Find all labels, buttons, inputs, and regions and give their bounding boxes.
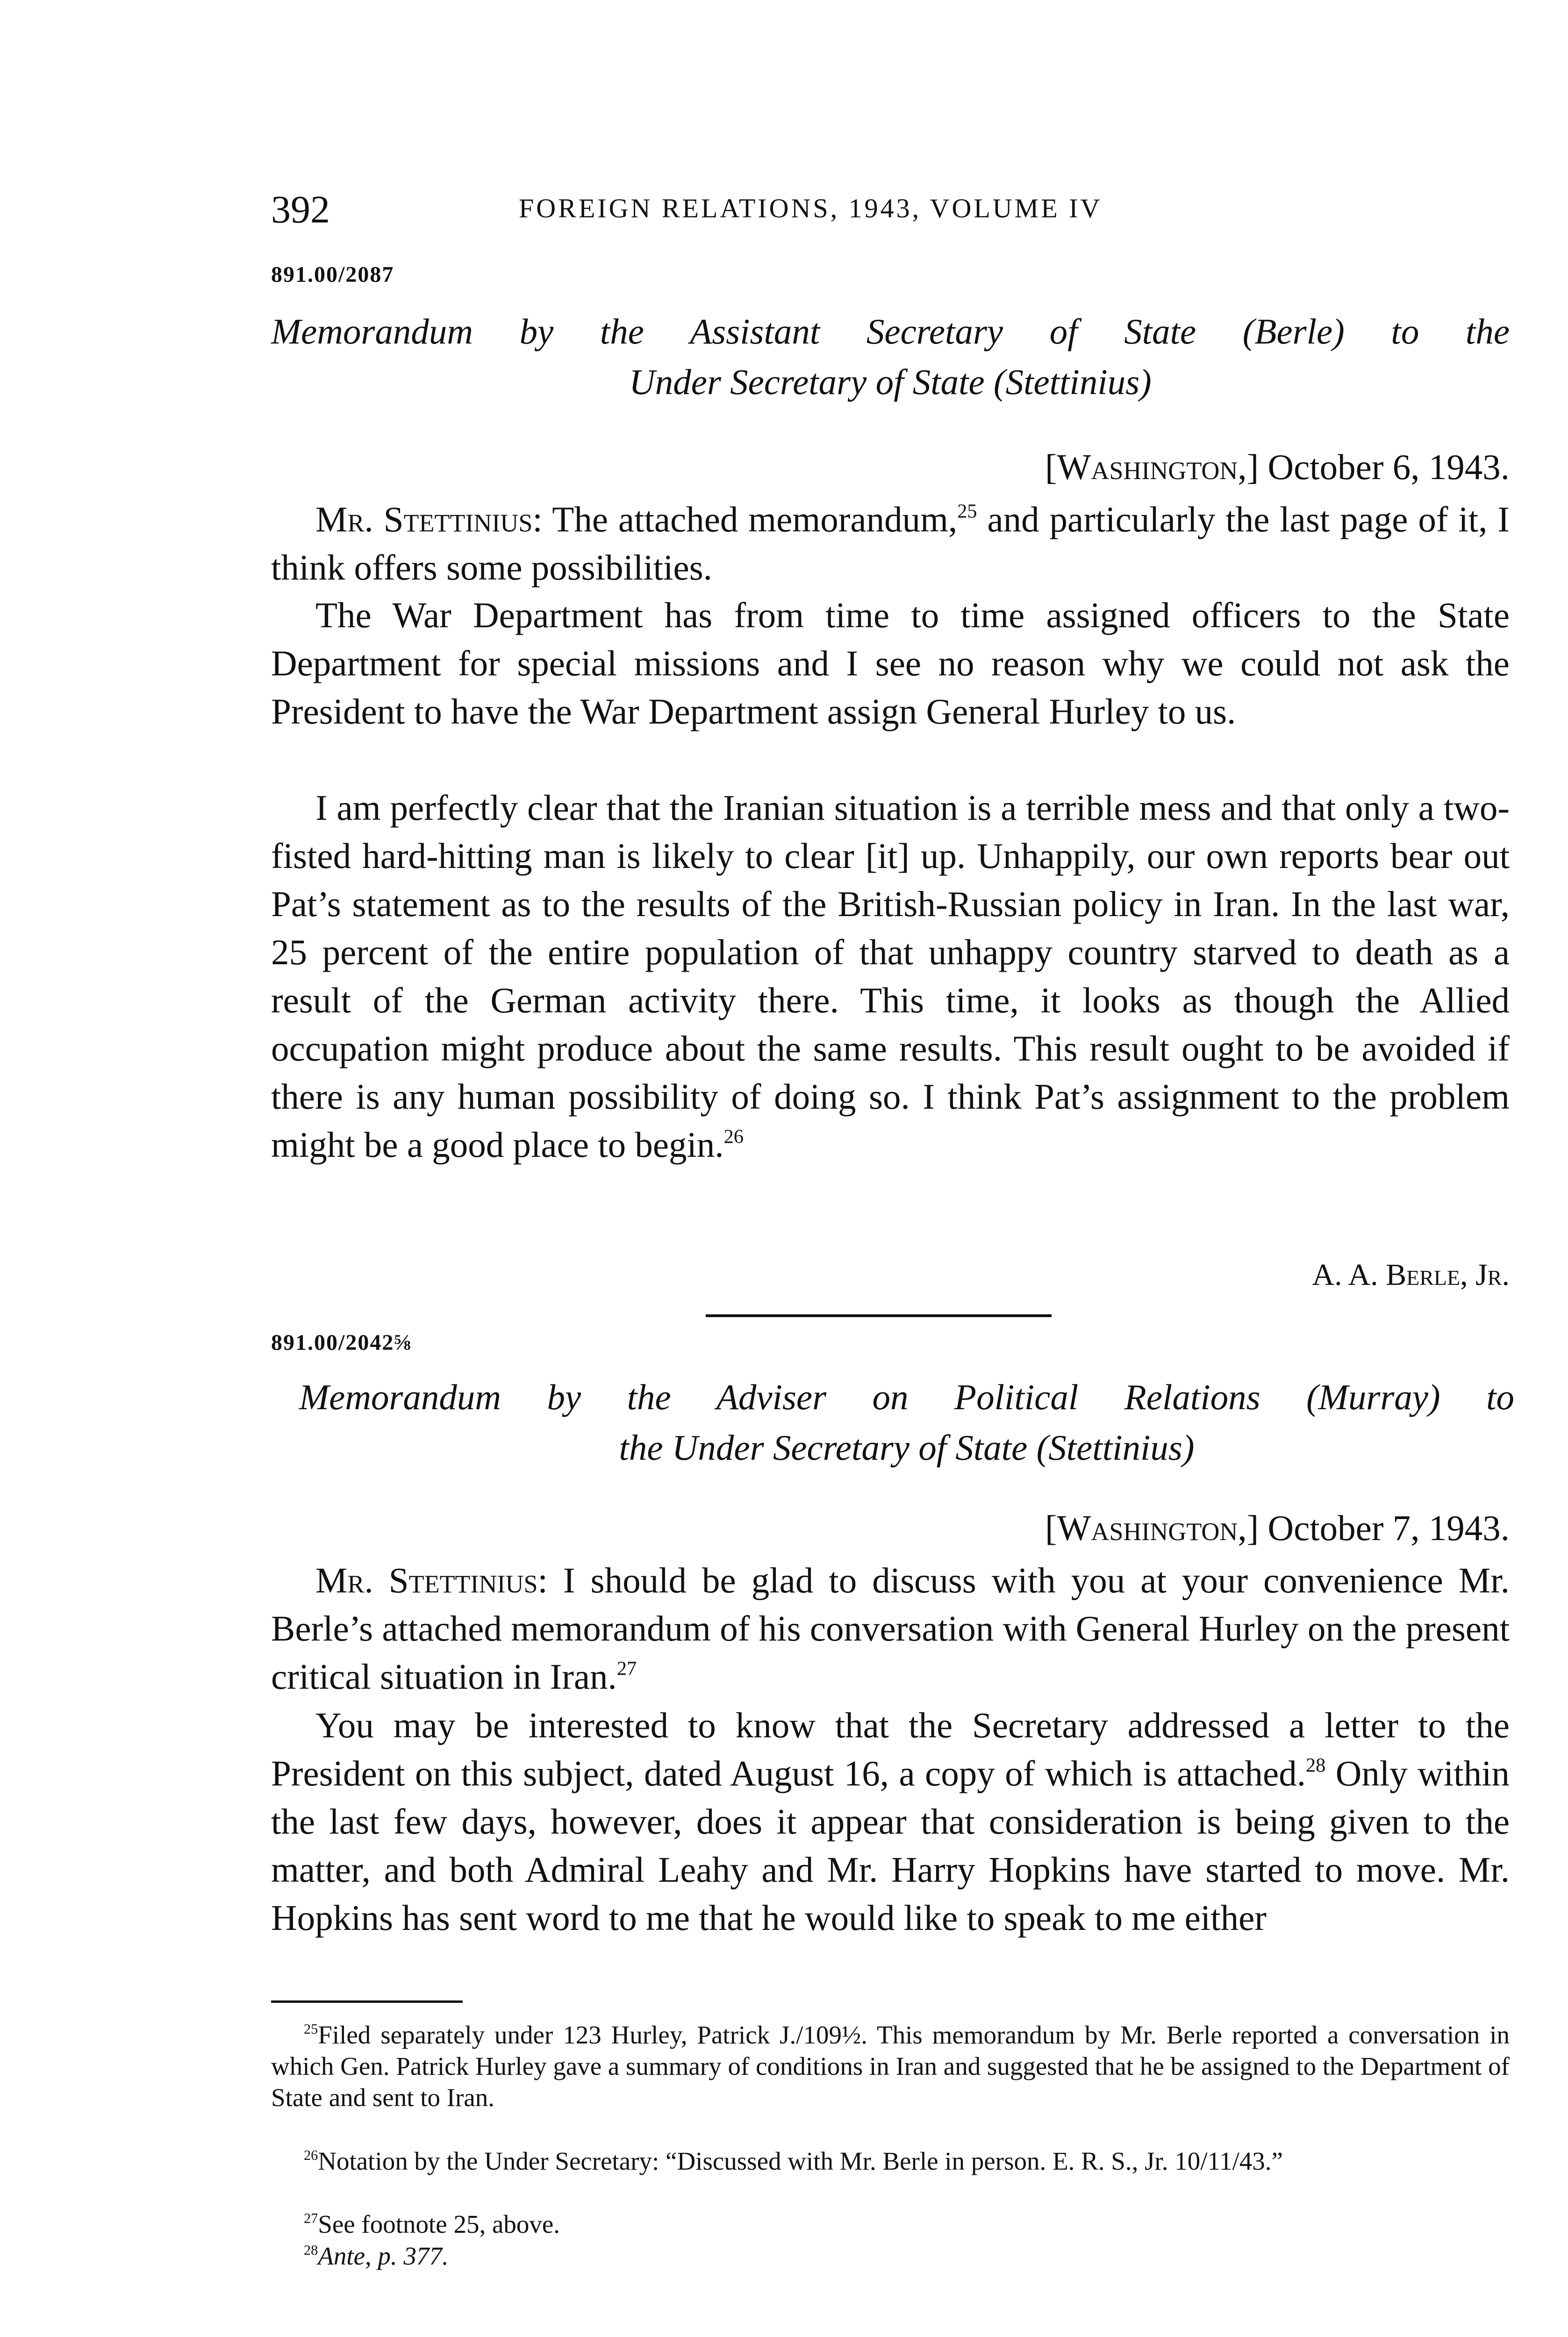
- footnote-27-text: See footnote 25, above.: [318, 2210, 560, 2238]
- doc2-para1-text: : I should be glad to discuss with you at your convenience Mr. Berle’s attached memorandum of his conversation with General Hurley on the present critical situation in Iran.: [271, 1560, 1510, 1697]
- doc1-paragraph-3: [271, 784, 1510, 1169]
- file-number-1: 891.00/2087: [271, 262, 394, 287]
- doc1-para3-text: I am perfectly clear that the Iranian situation is a terrible mess and that only a two-fisted hard-hitting man is likely to clear [it] up. Unhappily, our own reports bear out Pat’s statement as to the results of the British-Russian policy in Iran. In the last war, 25 percent of the entire population of that unhappy country starved to death as a result of the German activity there. This time, it looks as though the Allied occupation might produce about the same results. This result ought to be avoided if there is any human possibility of doing so. I think Pat’s assignment to the problem might be a good place to begin.: [271, 788, 1510, 1165]
- memo-title-1-line1: Memorandum by the Assistant Secretary of State (Berle) to the: [271, 311, 1510, 351]
- memo-title-2-line1: Memorandum by the Adviser on Political Relations (Murray) to: [299, 1377, 1514, 1417]
- doc2-paragraph-1: [271, 1556, 1510, 1701]
- dateline-1-place: [Washington,]: [1045, 447, 1259, 487]
- dateline-2-date: October 7, 1943.: [1267, 1508, 1510, 1548]
- doc1-salutation: Mr. Stettinius: [315, 499, 533, 539]
- memo-title-1: [271, 306, 1510, 407]
- footnote-ref-25: 25: [957, 500, 977, 523]
- volume-title: FOREIGN RELATIONS, 1943, VOLUME IV: [519, 193, 1103, 223]
- running-header: [271, 187, 1510, 238]
- section-divider: [706, 1314, 1052, 1317]
- doc1-para1-text: : The attached memorandum,: [532, 499, 958, 539]
- memo-title-2-line2: the Under Secretary of State (Stettinius): [619, 1427, 1195, 1468]
- footnote-ref-28: 28: [1305, 1754, 1326, 1777]
- dateline-2-place: [Washington,]: [1045, 1508, 1259, 1548]
- doc1-paragraph-2: The War Department has from time to time assigned officers to the State Department for special missions and I see no reason why we could not ask the President to have the War Department assign General Hurley to us.: [271, 595, 1510, 731]
- memo-title-2: [299, 1372, 1514, 1473]
- doc2-salutation: Mr. Stettinius: [315, 1560, 538, 1600]
- footnote-rule: [271, 2000, 463, 2003]
- footnote-27-mark: 27: [304, 2210, 318, 2226]
- footnote-ref-27: 27: [616, 1657, 637, 1680]
- footnote-27: [271, 2208, 1510, 2240]
- doc2-paragraph-2: [271, 1701, 1510, 1942]
- footnote-26-mark: 26: [304, 2147, 318, 2163]
- footnote-25: [271, 2019, 1510, 2113]
- page-number: 392: [271, 188, 330, 231]
- dateline-2: [271, 1507, 1510, 1549]
- doc2-para2-a: You may be interested to know that the Secretary addressed a letter to the President on this subject, dated August 16, a copy of which is attached.: [271, 1705, 1510, 1793]
- memo-title-1-line2: Under Secretary of State (Stettinius): [629, 362, 1152, 402]
- footnote-28: [271, 2240, 1510, 2272]
- footnote-25-text: Filed separately under 123 Hurley, Patrick J./109½. This memorandum by Mr. Berle reported a conversation in which Gen. Patrick Hurley gave a summary of conditions in Iran and suggested that he be assigned to the Department of State and sent to Iran.: [271, 2021, 1510, 2112]
- dateline-1: [271, 446, 1510, 488]
- dateline-1-date: October 6, 1943.: [1267, 447, 1510, 487]
- doc2-para2-b: Only within the last few days, however, does it appear that consideration is being given to the matter, and both Admiral Leahy and Mr. Harry Hopkins have started to move. Mr. Hopkins has sent word to me that he would like to speak to me either: [271, 1753, 1510, 1938]
- signature-berle: A. A. Berle, Jr.: [1312, 1258, 1510, 1292]
- doc1-para1-rest: and particularly the last page of it, I think offers some possibilities.: [271, 499, 1510, 588]
- footnote-ref-26: 26: [723, 1125, 744, 1148]
- file-number-2: 891.00/2042⅝: [271, 1330, 412, 1355]
- footnote-25-mark: 25: [304, 2021, 318, 2037]
- footnote-26: [271, 2145, 1510, 2177]
- footnote-26-text: Notation by the Under Secretary: “Discussed with Mr. Berle in person. E. R. S., Jr. 10/11/43.”: [318, 2147, 1283, 2175]
- footnote-28-mark: 28: [304, 2242, 318, 2258]
- footnote-28-text: Ante, p. 377.: [318, 2242, 449, 2270]
- doc1-paragraph-1: [271, 495, 1510, 592]
